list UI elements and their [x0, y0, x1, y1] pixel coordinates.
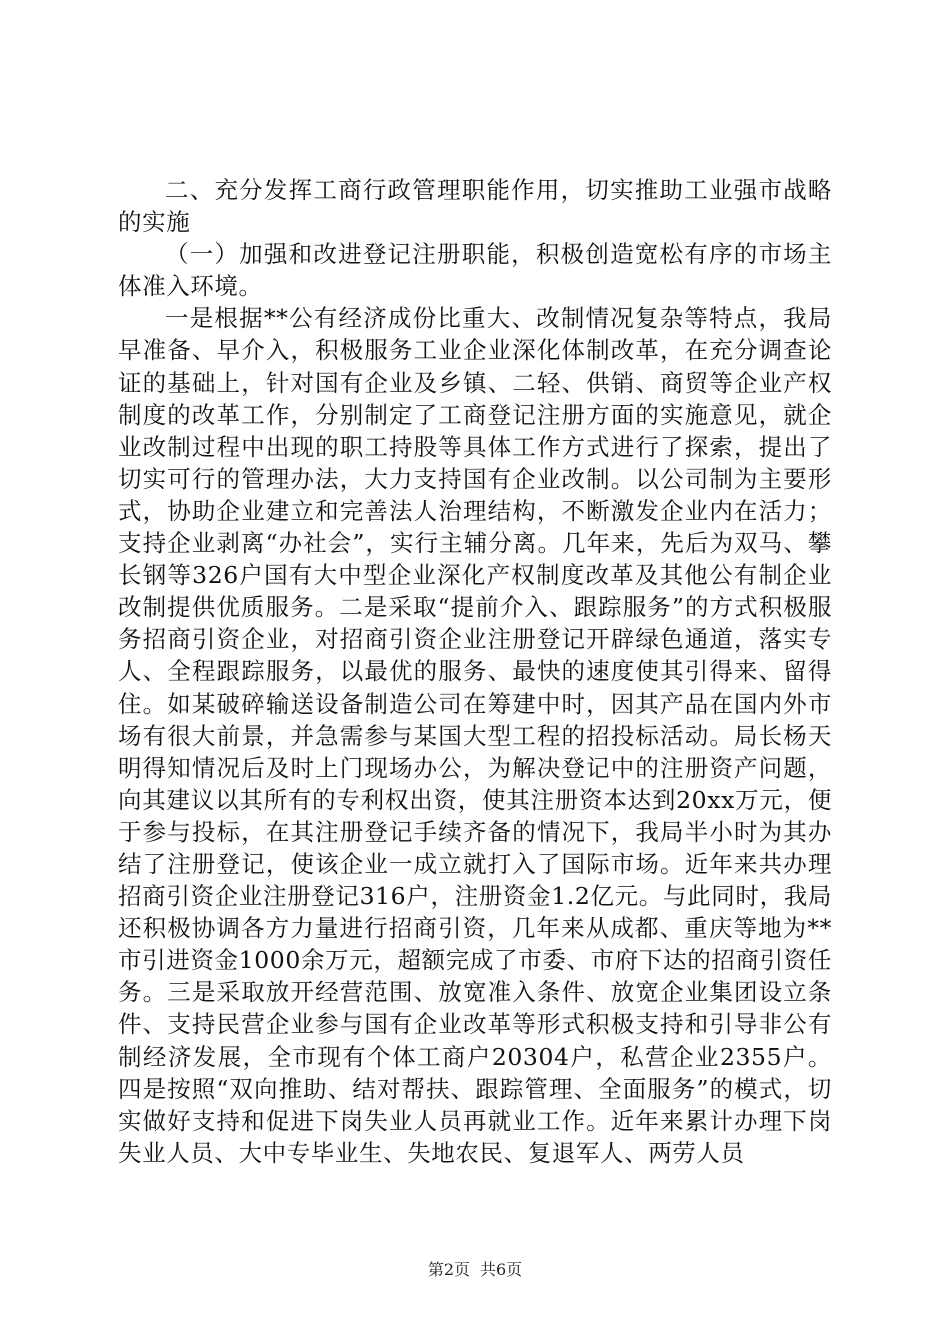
document-body: [118, 174, 832, 1169]
section-heading: 二、充分发挥工商行政管理职能作用，切实推助工业强市战略的实施: [118, 176, 832, 237]
subsection-heading: （一）加强和改进登记注册职能，积极创造宽松有序的市场主体准入环境。: [118, 240, 832, 301]
body-paragraph: 一是根据**公有经济成份比重大、改制情况复杂等特点，我局早准备、早介入，积极服务工业企业深化体制改革，在充分调查论证的基础上，针对国有企业及乡镇、二轻、供销、商贸等企业产权制度的改革工作，分别制定了工商登记注册方面的实施意见，就企业改制过程中出现的职工持股等具体工作方式进行了探索，提出了切实可行的管理办法，大力支持国有企业改制。以公司制为主要形式，协助企业建立和完善法人治理结构，不断激发企业内在活力；支持企业剥离“办社会”，实行主辅分离。几年来，先后为双马、攀长钢等326户国有大中型企业深化产权制度改革及其他公有制企业改制提供优质服务。二是采取“提前介入、跟踪服务”的方式积极服务招商引资企业，对招商引资企业注册登记开辟绿色通道，落实专人、全程跟踪服务，以最优的服务、最快的速度使其引得来、留得住。如某破碎输送设备制造公司在筹建中时，因其产品在国内外市场有很大前景，并急需参与某国大型工程的招投标活动。局长杨天明得知情况后及时上门现场办公，为解决登记中的注册资产问题，向其建议以其所有的专利权出资，使其注册资本达到20xx万元，便于参与投标，在其注册登记手续齐备的情况下，我局半小时为其办结了注册登记，使该企业一成立就打入了国际市场。近年来共办理招商引资企业注册登记316户，注册资金1.2亿元。与此同时，我局还积极协调各方力量进行招商引资，几年来从成都、重庆等地为**市引进资金1000余万元，超额完成了市委、市府下达的招商引资任务。三是采取放开经营范围、放宽准入条件、放宽企业集团设立条件、支持民营企业参与国有企业改革等形式积极支持和引导非公有制经济发展，全市现有个体工商户20304户，私营企业2355户。四是按照“双向推助、结对帮扶、跟踪管理、全面服务”的模式，切实做好支持和促进下岗失业人员再就业工作。近年来累计办理下岗失业人员、大中专毕业生、失地农民、复退军人、两劳人员: [118, 304, 832, 1167]
page-number-total: 共6页: [480, 1260, 523, 1279]
page-number-current: 第2页: [427, 1260, 470, 1279]
page-footer: [0, 1257, 950, 1280]
